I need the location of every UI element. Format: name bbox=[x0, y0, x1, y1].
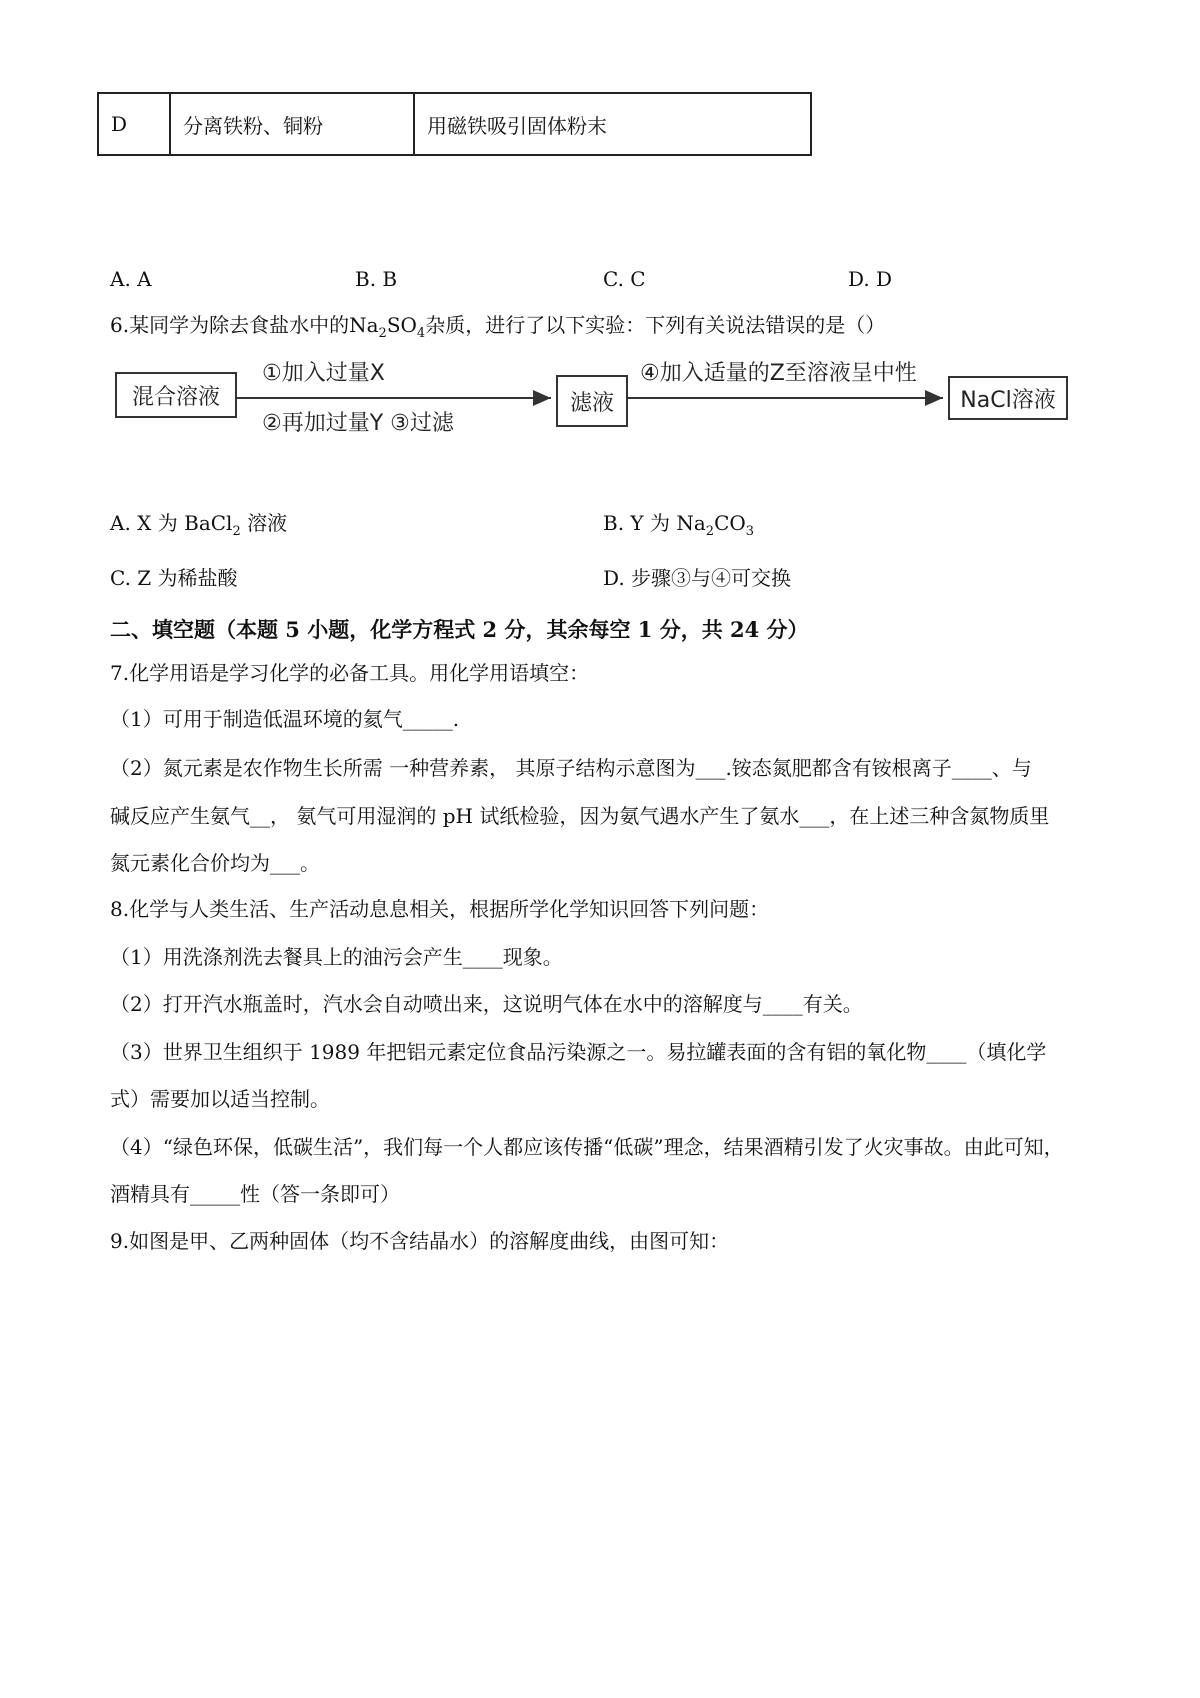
q6-option-b: B. Y 为 $Na_2CO_3$ bbox=[603, 511, 755, 539]
section-heading: 二、填空题（本题 5 小题，化学方程式 2 分，其余每空 1 分，共 24 分） bbox=[110, 617, 809, 642]
q7-part-1: （1）可用于制造低温环境的氦气_____. bbox=[110, 707, 460, 731]
q8-part-1: （1）用洗涤剂洗去餐具上的油污会产生____现象。 bbox=[110, 945, 563, 969]
flow-step-4: ④加入适量的Z至溶液呈中性 bbox=[640, 361, 917, 386]
table-cell-method: 用磁铁吸引固体粉末 bbox=[414, 93, 811, 155]
q6-option-a: A. X 为 BaCl$_2$ 溶液 bbox=[110, 511, 288, 539]
flow-step-1: ①加入过量X bbox=[262, 361, 385, 386]
q7-stem: 7.化学用语是学习化学的必备工具。用化学用语填空： bbox=[110, 661, 590, 685]
flow-box-mixed-solution: 混合溶液 bbox=[115, 372, 237, 418]
options-table bbox=[97, 92, 812, 156]
q6-option-d: D. 步骤③与④可交换 bbox=[603, 566, 792, 590]
flow-box-nacl-solution: NaCl溶液 bbox=[948, 376, 1068, 420]
q8-part-4-line-1: （4）“绿色环保，低碳生活”，我们每一个人都应该传播“低碳”理念，结果酒精引发了火灾事故。由此可知， bbox=[110, 1135, 1064, 1159]
q8-part-3-line-1: （3）世界卫生组织于 1989 年把铝元素定位食品污染源之一。易拉罐表面的含有铝的氧化物____（填化学 bbox=[110, 1040, 1047, 1064]
q7-part-2-line-1: （2）氮元素是农作物生长所需 一种营养素， 其原子结构示意图为___.铵态氮肥都含有铵根离子____、与 bbox=[110, 756, 1032, 780]
q6-option-c: C. Z 为稀盐酸 bbox=[110, 566, 238, 590]
q5-option-b: B. B bbox=[355, 267, 398, 291]
flow-box-filtrate: 滤液 bbox=[556, 375, 628, 427]
table-cell-task: 分离铁粉、铜粉 bbox=[170, 93, 414, 155]
q8-stem: 8.化学与人类生活、生产活动息息相关，根据所学化学知识回答下列问题： bbox=[110, 897, 770, 921]
q7-part-2-line-2: 碱反应产生氨气__， 氨气可用湿润的 pH 试纸检验，因为氨气遇水产生了氨水___，在上述三种含氮物质里 bbox=[110, 804, 1050, 828]
q5-option-a: A. A bbox=[110, 267, 152, 291]
flow-step-2-3: ②再加过量Y ③过滤 bbox=[262, 411, 454, 436]
table-row bbox=[98, 93, 811, 155]
q5-option-c: C. C bbox=[603, 267, 646, 291]
q8-part-3-line-2: 式）需要加以适当控制。 bbox=[110, 1087, 330, 1111]
q9-stem: 9.如图是甲、乙两种固体（均不含结晶水）的溶解度曲线，由图可知： bbox=[110, 1229, 730, 1253]
q7-part-2-line-3: 氮元素化合价均为___。 bbox=[110, 851, 320, 875]
q8-part-2: （2）打开汽水瓶盖时，汽水会自动喷出来，这说明气体在水中的溶解度与____有关。 bbox=[110, 992, 863, 1016]
q6-stem: 6.某同学为除去食盐水中的$Na_2SO_4$杂质，进行了以下实验：下列有关说法错误的是（） bbox=[110, 313, 886, 341]
table-cell-option: D bbox=[98, 93, 170, 155]
q8-part-4-line-2: 酒精具有_____性（答一条即可） bbox=[110, 1182, 400, 1206]
q5-option-d: D. D bbox=[848, 267, 893, 291]
